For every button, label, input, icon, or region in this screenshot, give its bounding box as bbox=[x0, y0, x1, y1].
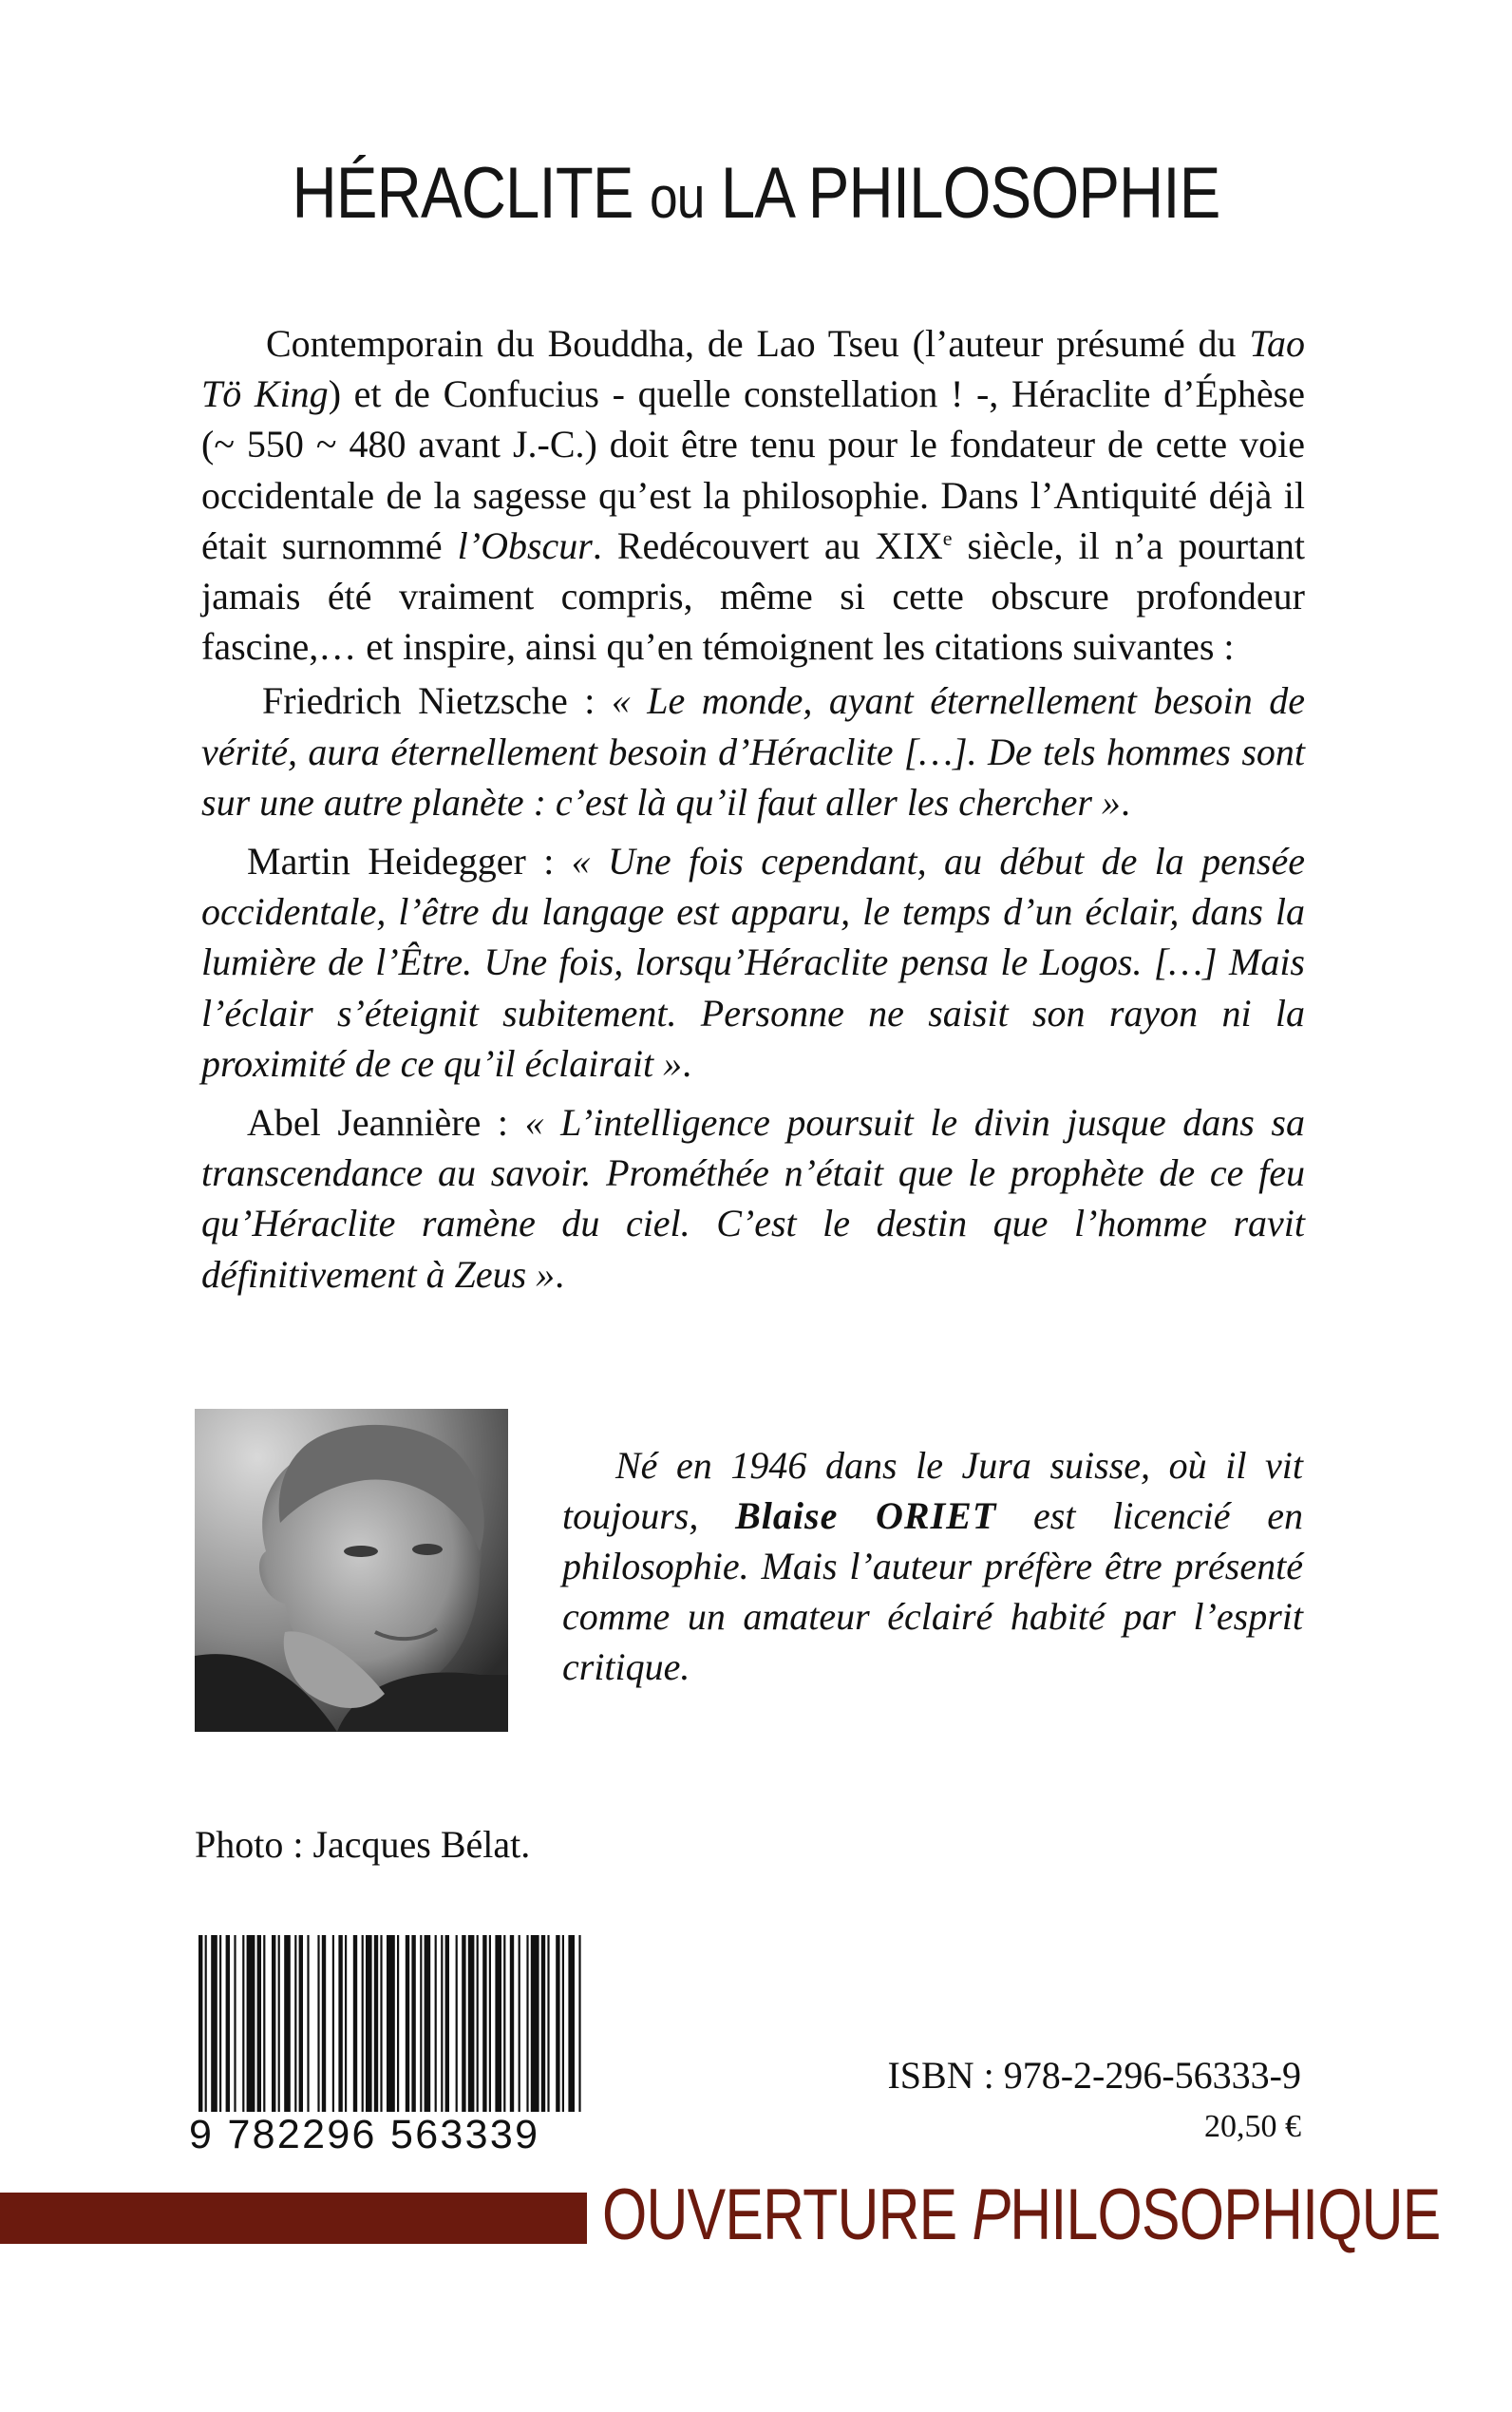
quote-author: Abel Jeannière : bbox=[247, 1101, 525, 1145]
barcode-bar bbox=[526, 1935, 528, 2127]
barcode-bar bbox=[406, 1935, 409, 2127]
quote-nietzsche bbox=[201, 675, 1305, 827]
barcode-bar bbox=[397, 1935, 399, 2127]
author-photo bbox=[195, 1409, 508, 1732]
intro-paragraph bbox=[201, 318, 1305, 672]
barcode-bar bbox=[380, 1935, 382, 2127]
barcode-bar bbox=[519, 1935, 520, 2127]
bio-text-2: est licencié en philosophie. Mais l’auteur préfère être présenté comme un amateur éclairé habité par l’esprit critique. bbox=[562, 1494, 1304, 1688]
collection-band bbox=[0, 2193, 587, 2244]
barcode-bar bbox=[242, 1935, 244, 2127]
barcode-bar bbox=[317, 1935, 319, 2127]
barcode-bar bbox=[531, 1935, 539, 2127]
isbn-block bbox=[887, 2050, 1301, 2153]
barcode-bar bbox=[284, 1935, 291, 2127]
back-cover-text bbox=[201, 318, 1305, 1300]
intro-text-1: Contemporain du Bouddha, de Lao Tseu (l’auteur présumé du bbox=[266, 322, 1250, 365]
barcode-bar bbox=[425, 1935, 431, 2127]
barcode-bar bbox=[353, 1935, 357, 2127]
collection-initial: P bbox=[972, 2175, 1011, 2255]
barcode-bar bbox=[362, 1935, 364, 2127]
quote-end: . bbox=[682, 1041, 692, 1085]
barcode-bar bbox=[468, 1935, 475, 2127]
book-title bbox=[105, 152, 1406, 235]
intro-book-title: Tao Tö King bbox=[201, 322, 1305, 416]
bio-text-1: Né en 1946 dans le Jura suisse, où il vit toujours, bbox=[562, 1444, 1303, 1537]
barcode-bar bbox=[345, 1935, 347, 2127]
barcode-bar bbox=[257, 1935, 261, 2127]
intro-text-2: ) et de Confucius - quelle constellation ! -, Héraclite d’Éphèse (~ 550 ~ 480 avant J.-C.) doit être tenu pour le fondateur de cette voie occidentale de la sagesse qu’est la philosophie. Dans l’Antiquité déjà il était surnommé bbox=[201, 372, 1305, 567]
barcode-bar bbox=[556, 1935, 559, 2127]
century-superscript: e bbox=[942, 525, 953, 550]
barcode-bar bbox=[456, 1935, 458, 2127]
barcode-bar bbox=[435, 1935, 437, 2127]
barcode-bar bbox=[366, 1935, 372, 2127]
collection-name bbox=[602, 2174, 1441, 2256]
barcode-bar bbox=[482, 1935, 486, 2127]
barcode-bar bbox=[541, 1935, 545, 2127]
barcode-bar bbox=[307, 1935, 309, 2127]
barcode-bar bbox=[462, 1935, 465, 2127]
quote-text: « L’intelligence poursuit le divin jusque dans sa transcendance au savoir. Prométhée n’était que le prophète de ce feu qu’Héraclite ramène du ciel. C’est le destin que l’homme ravit définitivement à Zeus » bbox=[201, 1101, 1306, 1296]
barcode-bar bbox=[322, 1935, 326, 2127]
barcode-bar bbox=[278, 1935, 280, 2127]
barcode-bar bbox=[299, 1935, 303, 2127]
collection-part-1: OUVERTURE bbox=[602, 2175, 973, 2255]
intro-text-3: . Redécouvert au XIX bbox=[592, 523, 943, 567]
barcode-bar bbox=[226, 1935, 230, 2127]
quote-end: . bbox=[1120, 780, 1130, 824]
barcode-bar bbox=[332, 1935, 334, 2127]
barcode-bar bbox=[374, 1935, 378, 2127]
barcode-bar bbox=[198, 1935, 202, 2127]
barcode-bar bbox=[211, 1935, 217, 2127]
barcode-bar bbox=[272, 1935, 275, 2127]
price: 20,50 € bbox=[1204, 2109, 1301, 2144]
barcode-bar bbox=[387, 1935, 395, 2127]
barcode-bar bbox=[263, 1935, 265, 2127]
barcode-bar bbox=[547, 1935, 549, 2127]
author-portrait-image bbox=[195, 1409, 508, 1732]
quote-jeanniere bbox=[201, 1097, 1305, 1300]
barcode-bar bbox=[568, 1935, 575, 2127]
title-main-b: LA PHILOSOPHIE bbox=[720, 153, 1220, 234]
barcode-bar bbox=[420, 1935, 422, 2127]
barcode bbox=[195, 1935, 586, 2127]
barcode-bar bbox=[445, 1935, 449, 2127]
title-main-a: HÉRACLITE bbox=[292, 153, 633, 234]
barcode-bar bbox=[578, 1935, 580, 2127]
isbn-number: ISBN : 978-2-296-56333-9 bbox=[887, 2054, 1301, 2097]
intro-nickname: l’Obscur bbox=[457, 523, 593, 567]
barcode-bar bbox=[294, 1935, 296, 2127]
intro-text-4: siècle, il n’a pourtant jamais été vraiment compris, même si cette obscure profondeur fascine,… et inspire, ainsi qu’en témoignent les citations suivantes : bbox=[201, 523, 1306, 669]
barcode-bar bbox=[495, 1935, 501, 2127]
barcode-bar bbox=[510, 1935, 514, 2127]
barcode-bar bbox=[219, 1935, 221, 2127]
barcode-bars bbox=[195, 1935, 586, 2127]
barcode-bar bbox=[477, 1935, 479, 2127]
author-name: Blaise ORIET bbox=[735, 1494, 997, 1537]
barcode-bar bbox=[411, 1935, 415, 2127]
title-connector: ou bbox=[649, 165, 705, 231]
barcode-bar bbox=[247, 1935, 255, 2127]
barcode-bar bbox=[562, 1935, 564, 2127]
barcode-bar bbox=[489, 1935, 491, 2127]
quote-end: . bbox=[555, 1252, 565, 1296]
quote-author: Friedrich Nietzsche : bbox=[262, 679, 612, 723]
author-bio bbox=[562, 1440, 1303, 1692]
barcode-bar bbox=[205, 1935, 207, 2127]
photo-credit: Photo : Jacques Bélat. bbox=[195, 1823, 531, 1866]
collection-part-2: HILOSOPHIQUE bbox=[1010, 2175, 1441, 2255]
barcode-bar bbox=[441, 1935, 443, 2127]
quote-text: « Le monde, ayant éternellement besoin de vérité, aura éternellement besoin d’Héraclite […]. De tels hommes sont sur une autre planète : c’est là qu’il faut aller les chercher » bbox=[201, 679, 1305, 824]
barcode-bar bbox=[503, 1935, 505, 2127]
barcode-number: 9 782296 563339 bbox=[187, 2112, 597, 2158]
quote-text: « Une fois cependant, au début de la pensée occidentale, l’être du langage est apparu, le temps d’un éclair, dans la lumière de l’Être. Une fois, lorsqu’Héraclite pensa le Logos. […] Mais l’éclair s’éteignit subitement. Personne ne saisit son rayon ni la proximité de ce qu’il éclairait » bbox=[201, 840, 1305, 1085]
barcode-bar bbox=[234, 1935, 236, 2127]
quote-heidegger bbox=[201, 836, 1305, 1089]
quote-author: Martin Heidegger : bbox=[247, 840, 572, 883]
barcode-bar bbox=[338, 1935, 342, 2127]
